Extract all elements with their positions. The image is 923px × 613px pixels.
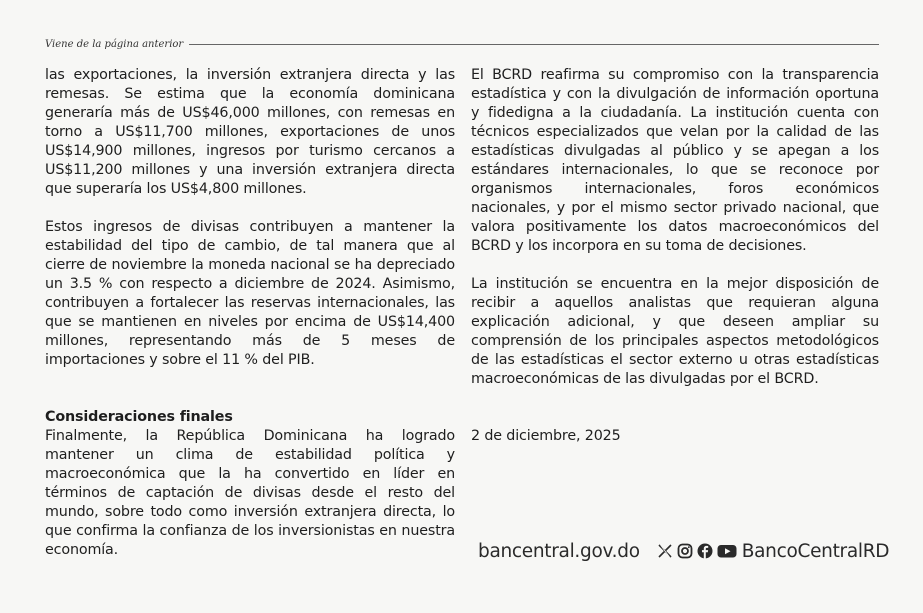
section-heading: Consideraciones finales	[45, 409, 233, 425]
publication-date: 2 de diciembre, 2025	[471, 428, 621, 444]
page-continuation-header	[45, 37, 879, 51]
left-paragraph-3: Finalmente, la República Dominicana ha logrado mantener un clima de estabilidad política y macroeconómica que la ha convertido en líder en términos de captación de divisas desde el resto del mundo, sobre todo como inversión extranjera directa, lo que confirma la confianza de los inversionistas en nuestra economía.	[45, 428, 455, 558]
date-spacer	[471, 408, 879, 427]
left-paragraph-1: las exportaciones, la inversión extranjera directa y las remesas. Se estima que la economía dominicana generaría más de US$46,000 millones, con remesas en torno a US$11,700 millones, exportaciones de unos US$14,900 millones, ingresos por turismo cercanos a US$11,200 millones y una inversión extranjera directa que superaría los US$4,800 millones.	[45, 67, 455, 197]
header-rule	[189, 44, 879, 45]
left-paragraph-2: Estos ingresos de divisas contribuyen a mantener la estabilidad del tipo de cambio, de tal manera que al cierre de noviembre la moneda nacional se ha depreciado un 3.5 % con respecto a diciembre de 2024. Asimismo, contribuyen a fortalecer las reservas internacionales, las que se mantienen en niveles por encima de US$14,400 millones, representando más de 5 meses de importaciones y sobre el 11 % del PIB.	[45, 219, 455, 368]
continued-from-previous-label: Viene de la página anterior	[45, 38, 184, 50]
right-paragraph-1: El BCRD reafirma su compromiso con la transparencia estadística y con la divulgación de información oportuna y fidedigna a la ciudadanía. La institución cuenta con técnicos especializados que velan por la calidad de las estadísticas divulgadas al público y se apegan a los estándares internacionales, lo que se reconoce por organismos internacionales, foros económicos nacionales, y por el mismo sector privado nacional, que valora positivamente los datos macroeconómicos del BCRD y los incorpora en su toma de decisiones.	[471, 67, 879, 254]
facebook-icon[interactable]	[697, 543, 713, 559]
social-icons	[657, 543, 737, 559]
social-handle[interactable]: BancoCentralRD	[741, 540, 890, 562]
left-column	[45, 66, 455, 579]
right-column	[471, 66, 879, 465]
x-icon[interactable]	[657, 543, 673, 559]
section-spacer	[45, 389, 455, 408]
instagram-icon[interactable]	[677, 543, 693, 559]
youtube-icon[interactable]	[717, 543, 737, 559]
website-link[interactable]: bancentral.gov.do	[478, 540, 640, 562]
right-paragraph-2: La institución se encuentra en la mejor disposición de recibir a aquellos analistas que requieran alguna explicación adicional, y que deseen ampliar su comprensión de los principales aspectos metodológicos de las estadísticas el sector externo u otras estadísticas macroeconómicas de las divulgadas por el BCRD.	[471, 276, 879, 387]
footer-contact-bar	[478, 538, 890, 564]
